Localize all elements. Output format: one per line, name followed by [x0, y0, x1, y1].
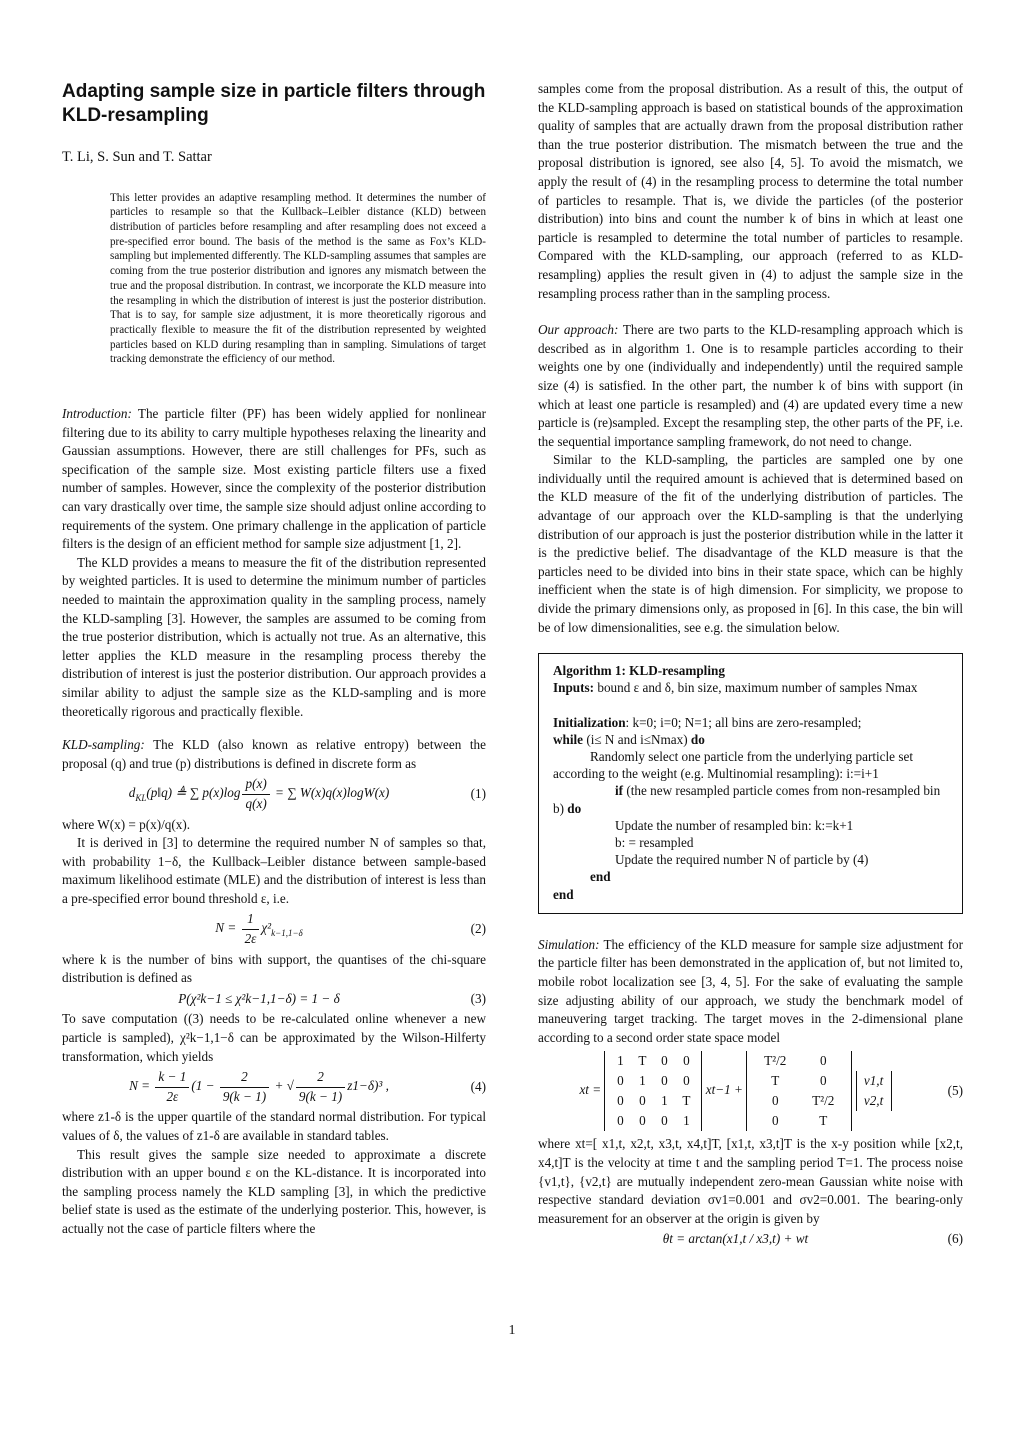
init-label: Initialization: [553, 714, 626, 730]
matrix-a-cell: 1: [617, 1053, 624, 1069]
after-equation-3: To save computation ((3) needs to be re-calculated online whenever a new particle is sampled), χ²k−1,1−δ can be approximated by the Wilson-Hilferty transformation, which yields: [62, 1011, 486, 1064]
matrix-b-cell: 0: [819, 1073, 827, 1089]
while-condition: (i≤ N and i≤Nmax): [586, 731, 688, 747]
approach-text-1: There are two parts to the KLD-resampling approach which is described as in algorithm 1. One is to resample particles according to their weights one by one (individually and independently) until the required sample size (4) is satisfied. In the other part, the number k of bins with support (in which at least one particle is resampled) and (4) are updated every time a new particle is (re)sampled. Except the resampling step, the other parts of the PF, i.e. the sequential importance sampling framework, do not need to change.: [538, 322, 964, 449]
eq1-num: p(x): [242, 775, 269, 795]
eq2-num: 1: [242, 910, 260, 930]
state-transition-matrix: [604, 1051, 702, 1131]
after-equation-4: where z1-δ is the upper quartile of the standard normal distribution. For typical values of δ, the values of z1-δ are available in standard tables.: [62, 1109, 486, 1143]
eq4-d2: 9(k − 1): [222, 1088, 267, 1104]
algorithm-step-1: Randomly select one particle from the underlying particle set according to the weight (e.g. Multinomial resampling): i:=i+1: [553, 749, 913, 782]
matrix-a-cell: 1: [639, 1073, 646, 1089]
vector-v-cell: v1,t: [863, 1073, 884, 1089]
matrix-a-cell: 0: [661, 1113, 668, 1129]
equation-1: [62, 775, 486, 813]
approach-paragraph-2: Similar to the KLD-sampling, the particles are sampled one by one individually until the required amount is achieved that is determined based on the KLD measure of the fit of the underlying distribution of particles. The advantage of our approach over the KLD-sampling is that the underlying distribution of our approach is just the posterior distribution while in the latter it is the predictive belief. The disadvantage of the KLD measure is that the particles need to be divided into bins in their state space, which can be highly inefficient when the state is of high dimension. For simplicity, we propose to divide the primary dimensions only, as proposed in [6]. In this case, the bin will be of low dimensionalities, see e.g. the simulation below.: [538, 452, 963, 635]
matrix-b-cell: 0: [819, 1053, 827, 1069]
eq2-rhs: χ²: [261, 920, 272, 936]
approach-paragraph-1: [538, 321, 963, 451]
equation-3-body: P(χ²k−1 ≤ χ²k−1,1−δ) = 1 − δ: [178, 990, 340, 1006]
equation-4: [62, 1068, 486, 1106]
eq2-sub: k−1,1−δ: [271, 928, 303, 939]
inputs-label: Inputs:: [553, 680, 595, 696]
matrix-b-cell: T: [771, 1073, 780, 1089]
matrix-a-cell: 0: [683, 1073, 690, 1089]
eq4-end: z1−δ)³ ,: [347, 1078, 389, 1094]
kld-sampling-heading: KLD-sampling:: [62, 737, 145, 753]
eq4-n3: 2: [296, 1068, 345, 1088]
init-text: : k=0; i=0; N=1; all bins are zero-resampled;: [625, 714, 862, 730]
matrix-a-cell: 0: [661, 1053, 668, 1069]
introduction-heading: Introduction:: [62, 406, 132, 422]
matrix-a-cell: 1: [683, 1113, 690, 1129]
equation-6-body: θt = arctan(x1,t / x3,t) + wt: [662, 1231, 809, 1247]
equation-3: [62, 990, 486, 1009]
if-condition: (the new resampled particle comes from non-resampled bin b): [553, 783, 941, 816]
matrix-a-cell: 0: [639, 1093, 646, 1109]
introduction-paragraph-2: The KLD provides a means to measure the fit of the distribution represented by weighted particles. It is used to determine the minimum number of particles needed to maintain the approximation quality in the sampling process, namely the KLD-sampling [3]. However, the samples are assumed to be coming from the true posterior distribution, which is actually not true. As an alternative, this letter applies the KLD measure in the resampling process thereby the distribution of interest is just the posterior distribution. Our approach provides a similar ability to adjust the sample size as the KLD-sampling and is more theoretically rigorous and practically flexible.: [62, 554, 486, 719]
equation-5: [538, 1051, 963, 1131]
while-keyword: while: [553, 731, 584, 747]
eq1-rhs: = ∑ W(x)q(x)logW(x): [275, 785, 390, 801]
equation-6: [538, 1230, 963, 1249]
noise-input-matrix: [746, 1051, 852, 1131]
approach-heading: Our approach:: [538, 322, 619, 338]
equation-2: [62, 910, 486, 948]
eq2-den: 2ε: [244, 931, 257, 947]
eq4-d3: 9(k − 1): [298, 1088, 343, 1104]
after-equation-1: where W(x) = p(x)/q(x).: [62, 816, 191, 832]
eq4-d1: 2ε: [166, 1088, 179, 1104]
if-keyword: if: [615, 783, 624, 799]
eq2-lhs: N =: [215, 920, 237, 936]
algorithm-box: [538, 653, 963, 914]
kld-sampling-paragraph-2: It is derived in [3] to determine the required number N of samples so that, with probability 1−δ, the Kullback–Leibler distance between sample-based maximum likelihood estimate (MLE) and the distribution of interest is less than a pre-specified error bound threshold ε, i.e.: [62, 835, 486, 906]
simulation-paragraph-1: [538, 936, 963, 1048]
simulation-heading: Simulation:: [538, 936, 600, 952]
eq4-n1: k − 1: [155, 1068, 189, 1088]
matrix-a-cell: 0: [617, 1093, 624, 1109]
equation-1-number: (1): [470, 786, 486, 802]
matrix-a-cell: 0: [683, 1053, 690, 1069]
vector-v-cell: v2,t: [863, 1093, 884, 1109]
eq5-mid: xt−1 +: [705, 1082, 743, 1098]
matrix-a-cell: 0: [639, 1113, 646, 1129]
kld-sampling-paragraph-3: This result gives the sample size needed to approximate a discrete distribution with an upper bound ε on the KL-distance. It is incorporated into the sampling process namely the KLD sampling [3], in which the predictive belief state is used as the estimate of the underlying posterior. This, however, is actually not the case of particle filters where the: [62, 1146, 486, 1236]
equation-2-number: (2): [470, 921, 486, 937]
algorithm-end-2: end: [553, 886, 574, 902]
matrix-a-cell: T: [682, 1093, 691, 1109]
eq4-plus: + √: [274, 1078, 294, 1094]
eq1-arg: (p‖q) ≜ ∑ p(x)log: [146, 785, 241, 801]
after-equation-5: where xt=[ x1,t, x2,t, x3,t, x4,t]T, [x1,t, x3,t]T is the x-y position while [x2,t, x4,t]T is the velocity at time t and the sampling period T=1. The process noise {v1,t}, {v2,t} are mutually independent zero-mean Gaussian white noise with respective standard deviation σv1=0.001 and σv2=0.001. The bearing-only measurement for an observer at the origin is given by: [538, 1136, 963, 1226]
eq1-lhs: d: [128, 785, 136, 801]
equation-4-number: (4): [470, 1079, 486, 1095]
matrix-b-cell: T: [819, 1113, 828, 1129]
eq4-n2: 2: [220, 1068, 269, 1088]
matrix-b-cell: T²/2: [764, 1053, 787, 1069]
introduction-paragraph-1: [62, 405, 486, 554]
algorithm-end-1: end: [590, 869, 611, 885]
matrix-b-cell: 0: [771, 1113, 779, 1129]
eq5-lhs: xt =: [579, 1082, 602, 1098]
page-number: 1: [508, 1323, 516, 1338]
algorithm-title: Algorithm 1: KLD-resampling: [553, 663, 725, 679]
kld-sampling-paragraph-1: [62, 736, 486, 773]
eq4-lhs: N =: [129, 1078, 151, 1094]
left-column: [62, 80, 486, 1239]
algorithm-step-3: b: = resampled: [615, 835, 694, 851]
matrix-a-cell: 0: [661, 1073, 668, 1089]
paper-title: Adapting sample size in particle filters through KLD-resampling: [62, 81, 486, 126]
equation-3-number: (3): [470, 990, 486, 1006]
matrix-a-cell: 0: [617, 1113, 624, 1129]
matrix-a-cell: T: [638, 1053, 647, 1069]
after-equation-2: where k is the number of bins with support, the quantises of the chi-square distribution is defined as: [62, 951, 486, 986]
inputs-text: bound ε and δ, bin size, maximum number of samples Nmax: [597, 680, 918, 696]
do-keyword-1: do: [690, 731, 705, 747]
matrix-a-cell: 1: [661, 1093, 668, 1109]
kld-sampling-text-1: The KLD (also known as relative entropy) between the proposal (q) and true (p) distributions is defined in discrete form as: [62, 737, 486, 771]
eq1-den: q(x): [245, 795, 267, 811]
abstract: This letter provides an adaptive resampling method. It determines the number of particles to resample so that the Kullback–Leibler distance (KLD) between distribution of particles before resampling and after resampling does not exceed a pre-specified error bound. The basis of the method is the same as Fox’s KLD-sampling but implemented differently. The KLD-sampling assumes that samples are coming from the true posterior distribution and ignores any mismatch between the true and the proposal distribution. In contrast, we incorporate the KLD measure into the resampling in which the distribution of interest is just the posterior distribution. That is to say, for sample size adjustment, it is more theoretically rigorous and practically flexible to measure the fit of the distribution represented by weighted particles based on KLD during resampling than in sampling. Simulations of target tracking demonstrate the efficiency of our method.: [110, 191, 486, 366]
algorithm-step-4: Update the required number N of particle by (4): [615, 852, 869, 868]
simulation-text-1: The efficiency of the KLD measure for sample size adjustment for the particle filter has been demonstrated in the application of, but not limited to, mobile robot localization see [3, 4, 5]. For the sake of evaluating the sample size adjusting ability of our approach, we study the benchmark model of maneuvering target tracking. The target moves in the 2-dimensional plane according to a second order state space model: [538, 936, 963, 1045]
matrix-a-cell: 0: [617, 1073, 624, 1089]
paper-authors: T. Li, S. Sun and T. Sattar: [62, 149, 212, 165]
equation-6-number: (6): [947, 1231, 963, 1247]
matrix-b-cell: 0: [771, 1093, 779, 1109]
matrix-b-cell: T²/2: [812, 1093, 835, 1109]
noise-vector: [856, 1071, 892, 1111]
algorithm-step-2: Update the number of resampled bin: k:=k+1: [615, 817, 854, 833]
eq4-mid: (1 −: [191, 1078, 215, 1094]
introduction-text-1: The particle filter (PF) has been widely applied for nonlinear filtering due to its ability to carry multiple hypotheses relaxing the linearity and Gaussian assumptions. However, there are still challenges for PFs, such as specification of the sample size. Most existing particle filters use a fixed number of samples. However, since the complexity of the posterior distribution can vary drastically over time, the sample size should adjust online according to requirements of the system. One primary challenge in the application of particle filters is the design of an efficient method for sample size adjustment [1, 2].: [62, 406, 486, 552]
continued-paragraph: samples come from the proposal distribution. As a result of this, the output of the KLD-sampling approach is based on statistical bounds of the approximation quality of samples that are actually drawn from the proposal distribution rather than the true posterior distribution. The mismatch between the true and the proposal distribution is ignored, see also [4, 5]. To avoid the mismatch, we apply the result of (4) in the resampling process to determine the total number of particles to resample. That is, we divide the particles (of the posterior distribution) into bins and count the number k of bins in which at least one particle is resampled to determine the total number of particles to resample. Compared with the KLD-sampling, our approach (referred to as KLD-resampling) applies the result given in (4) to adjust the sample size in the resampling process rather than in the sampling process.: [538, 81, 963, 301]
right-column: [538, 80, 963, 1251]
equation-5-number: (5): [947, 1083, 963, 1099]
eq1-sub: KL: [135, 793, 147, 804]
do-keyword-2: do: [567, 800, 582, 816]
